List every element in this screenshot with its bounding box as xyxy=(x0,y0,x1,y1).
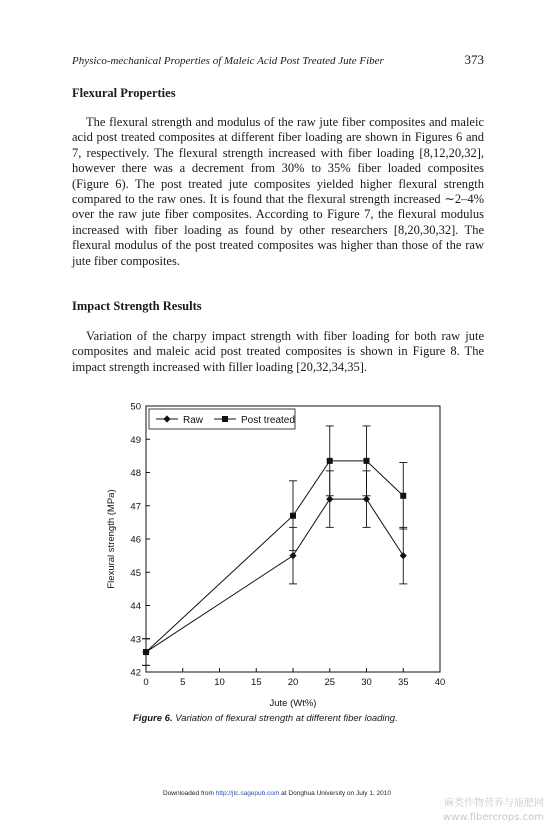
y-tick-label: 42 xyxy=(130,667,141,679)
section-heading-impact: Impact Strength Results xyxy=(72,299,202,313)
data-point xyxy=(326,496,333,503)
y-tick-label: 46 xyxy=(130,534,141,546)
running-title: Physico-mechanical Properties of Maleic Acid Post Treated Jute Fiber xyxy=(72,55,384,67)
y-tick-label: 50 xyxy=(130,401,141,413)
y-tick-label: 49 xyxy=(130,434,141,446)
figure-label: Figure 6. xyxy=(133,713,173,724)
watermark-line1: 麻类作物营养与施肥网 xyxy=(444,798,544,809)
y-tick-label: 48 xyxy=(130,468,141,479)
legend-label: Raw xyxy=(183,415,204,426)
y-tick-label: 45 xyxy=(130,567,141,579)
legend-label: Post treated xyxy=(241,415,295,426)
y-tick-label: 44 xyxy=(130,601,141,612)
watermark-line2: www.fibercrops.com xyxy=(442,812,544,823)
footer-suffix: at Donghua University on July 1, 2010 xyxy=(281,790,392,797)
section-heading-flexural: Flexural Properties xyxy=(72,86,176,100)
x-axis-label: Jute (Wt%) xyxy=(269,698,317,709)
legend xyxy=(149,409,295,429)
watermark xyxy=(443,797,544,825)
data-point xyxy=(327,458,333,464)
x-tick-label: 40 xyxy=(434,677,446,688)
series-diamond xyxy=(142,471,407,666)
legend-marker xyxy=(222,416,228,422)
data-point xyxy=(364,458,370,464)
x-tick-label: 15 xyxy=(250,677,262,688)
y-tick-label: 43 xyxy=(130,634,141,646)
x-tick-label: 30 xyxy=(361,677,372,688)
series-line xyxy=(146,499,403,652)
data-point xyxy=(143,649,149,655)
figure-caption xyxy=(133,713,398,724)
series-line xyxy=(146,461,403,652)
data-point xyxy=(400,493,406,499)
paragraph-text: Variation of the charpy impact strength with fiber loading for both raw jute composites and maleic acid post treated composites is shown in Figure 8. The impact strength increased with filler loading [20,32,34,35]. xyxy=(72,329,484,374)
paragraph-flexural xyxy=(72,115,484,269)
x-tick-label: 0 xyxy=(143,677,149,688)
footer-link[interactable]: http://jtc.sagepub.com xyxy=(215,790,280,797)
paragraph-impact xyxy=(72,329,484,375)
x-tick-label: 25 xyxy=(324,677,336,688)
x-tick-label: 10 xyxy=(214,677,225,688)
download-footer xyxy=(163,790,391,797)
running-header xyxy=(72,52,484,72)
y-axis-label: Flexural strength (MPa) xyxy=(106,489,117,589)
x-tick-label: 20 xyxy=(287,677,299,688)
series-square xyxy=(142,426,407,665)
data-point xyxy=(363,496,370,503)
data-point xyxy=(400,552,407,559)
x-tick-label: 35 xyxy=(397,677,409,688)
page-number: 373 xyxy=(464,52,484,67)
paragraph-text: The flexural strength and modulus of the raw jute fiber composites and maleic acid post treated composites at different fiber loading are shown in Figures 6 and 7, respectively. The flexural strength increased with fiber loading [8,12,20,32], however there was a decrement from 30% to 35% fiber loaded composites (Figure 6). The post treated jute composites yielded higher flexural strength compared to the raw ones. It is found that the flexural strength increased ∼2–4% over the raw jute fiber composites. According to Figure 7, the flexural modulus increased with fiber loading as found by other researchers [8,20,30,32]. The flexural modulus of the post treated composites was higher than those of the raw jute fiber composites. xyxy=(72,115,484,268)
data-point xyxy=(289,552,296,559)
flexural-strength-chart xyxy=(90,396,470,711)
figure-caption-text: Variation of flexural strength at different fiber loading. xyxy=(175,713,398,724)
data-point xyxy=(290,513,296,519)
x-tick-label: 5 xyxy=(180,677,186,688)
y-tick-label: 47 xyxy=(130,501,141,513)
footer-prefix: Downloaded from xyxy=(163,790,214,797)
